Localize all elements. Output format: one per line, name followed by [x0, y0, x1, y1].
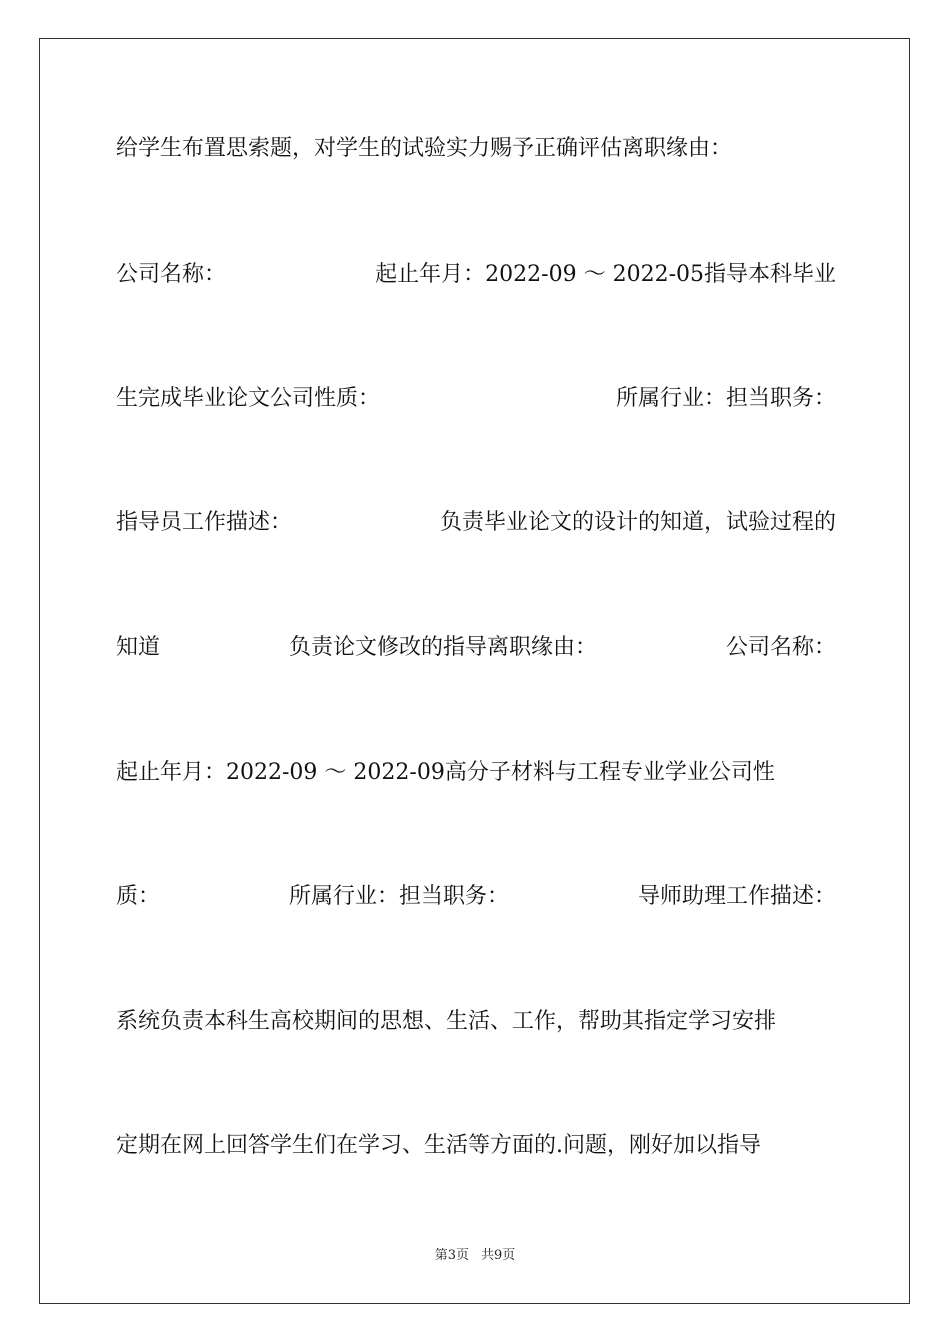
body-line-9	[116, 1131, 836, 1161]
body-line-5	[116, 633, 836, 663]
line-5-segment-3: 公司名称：	[725, 635, 836, 660]
line-4-segment-1: 指导员工作描述：	[116, 510, 293, 535]
line-7-segment-3: 导师助理工作描述：	[637, 884, 836, 909]
page-footer	[0, 1247, 950, 1265]
body-line-6	[116, 758, 836, 788]
line-6-segment-1: 起止年月：2022-09 ～ 2022-09高分子材料与工程专业学业公司性	[116, 760, 775, 785]
page-frame	[39, 38, 910, 1304]
body-line-4	[116, 508, 836, 538]
body-line-7	[116, 882, 836, 912]
line-3-segment-2: 所属行业：担当职务：	[615, 386, 836, 411]
page-number: 第3页	[434, 1248, 469, 1263]
body-line-8	[116, 1007, 836, 1037]
body-line-3	[116, 384, 836, 414]
line-3-segment-1: 生完成毕业论文公司性质：	[116, 386, 381, 411]
line-5-segment-1: 知道	[116, 635, 161, 660]
line-4-segment-2: 负责毕业论文的设计的知道，试验过程的	[439, 510, 836, 535]
line-7-segment-2: 所属行业：担当职务：	[288, 884, 509, 909]
line-8-segment-1: 系统负责本科生高校期间的思想、生活、工作，帮助其指定学习安排	[116, 1009, 777, 1034]
body-line-1	[116, 134, 836, 164]
page-total: 共9页	[481, 1248, 516, 1263]
line-2-segment-1: 公司名称：	[116, 262, 227, 287]
line-5-segment-2: 负责论文修改的指导离职缘由：	[288, 635, 597, 660]
line-2-segment-2: 起止年月：2022-09 ～ 2022-05指导本科毕业	[375, 262, 836, 287]
line-7-segment-1: 质：	[116, 884, 161, 909]
body-line-2	[116, 260, 836, 290]
line-9-segment-1: 定期在网上回答学生们在学习、生活等方面的.问题，刚好加以指导	[116, 1133, 761, 1158]
line-1-segment-1: 给学生布置思索题，对学生的试验实力赐予正确评估离职缘由：	[116, 136, 733, 161]
